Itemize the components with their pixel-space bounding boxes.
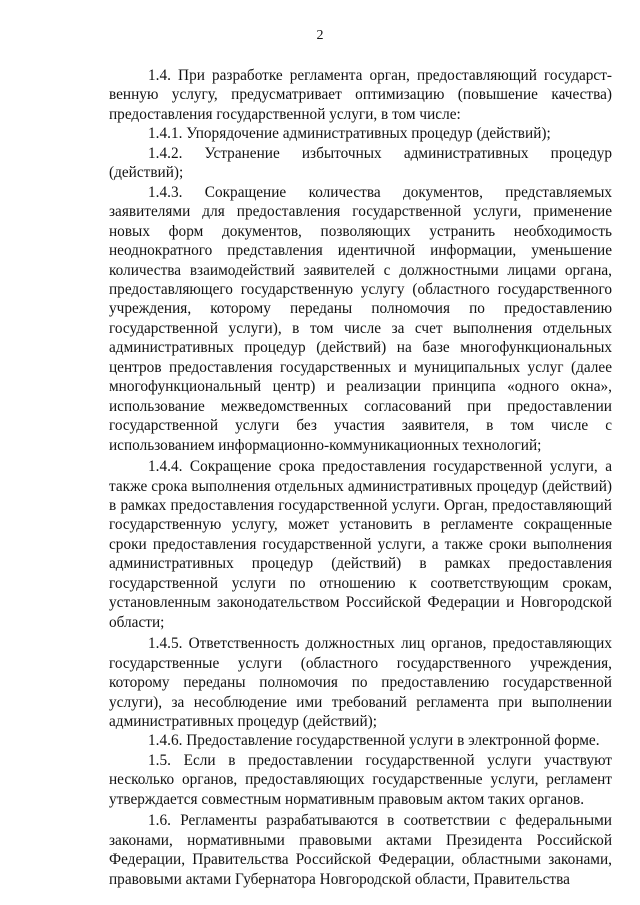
- paragraph-1-4-5: 1.4.5. Ответственность должностных лиц органов, предоставляющих государственные услуги (областного государственного учреждения, которому переданы полномочия по предоставлению государственной услуги), за несоблюдение ими требований регламента при выполнении административных процедур (действий);: [109, 635, 612, 730]
- paragraph-1-4-2: 1.4.2. Устранение избыточных административных процедур (действий);: [109, 144, 612, 182]
- paragraph-1-4: 1.4. При разработке регламента орган, предоставляющий государственную услугу, предусматривает оптимизацию (повышение качества) предоставления государственной услуги, в том числе:: [109, 67, 612, 123]
- paragraph-1-5: 1.5. Если в предоставлении государственной услуги участвуют несколько органов, предоставляющих государственные услуги, регламент утверждается совместным нормативным правовым актом таких органов.: [109, 751, 612, 808]
- paragraph-1-6: 1.6. Регламенты разрабатываются в соответствии с федеральными законами, нормативными правовыми актами Президента Российской Федерации, Правительства Российской Федерации, областными законами, правовыми актами Губернатора Новгородской области, Правительства: [109, 812, 612, 888]
- document-body: [109, 66, 612, 889]
- page-number: 2: [316, 28, 324, 43]
- paragraph-1-4-3: 1.4.3. Сокращение количества документов, представляемых заявителями для предоставления государственной услуги, применение новых форм документов, позволяющих устранить необходимость неоднократного представления идентичной информации, уменьшение количества взаимодействий заявителей с должностными лицами органа, предоставляющего государственную услугу (областного государственного учреждения, которому переданы полномочия по предоставлению государственной услуги), в том числе за счет выполнения отдельных административных процедур (действий) на базе многофункциональных центров предоставления государственных и муниципальных услуг (далее многофункциональный центр) и реализации принципа «одного окна», использование межведомственных согласований при предоставлении государственной услуги без участия заявителя, в том числе с использованием информационно-коммуникационных технологий;: [109, 183, 612, 454]
- paragraph-1-4-4: 1.4.4. Сокращение срока предоставления государственной услуги, а также срока выполнения отдельных административных процедур (действий) в рамках предоставления государственной услуги. Орган, предоставляющий государственную услугу, может установить в регламенте сокращенные сроки предоставления государственной услуги, а также сроки выполнения административных процедур (действий) в рамках предоставления государственной услуги по отношению к соответствующим срокам, установленным законодательством Российской Федерации и Новгородской области;: [109, 458, 612, 631]
- paragraph-1-4-6: 1.4.6. Предоставление государственной услуги в электронной форме.: [148, 732, 600, 750]
- paragraph-1-4-1: 1.4.1. Упорядочение административных процедур (действий);: [148, 125, 551, 143]
